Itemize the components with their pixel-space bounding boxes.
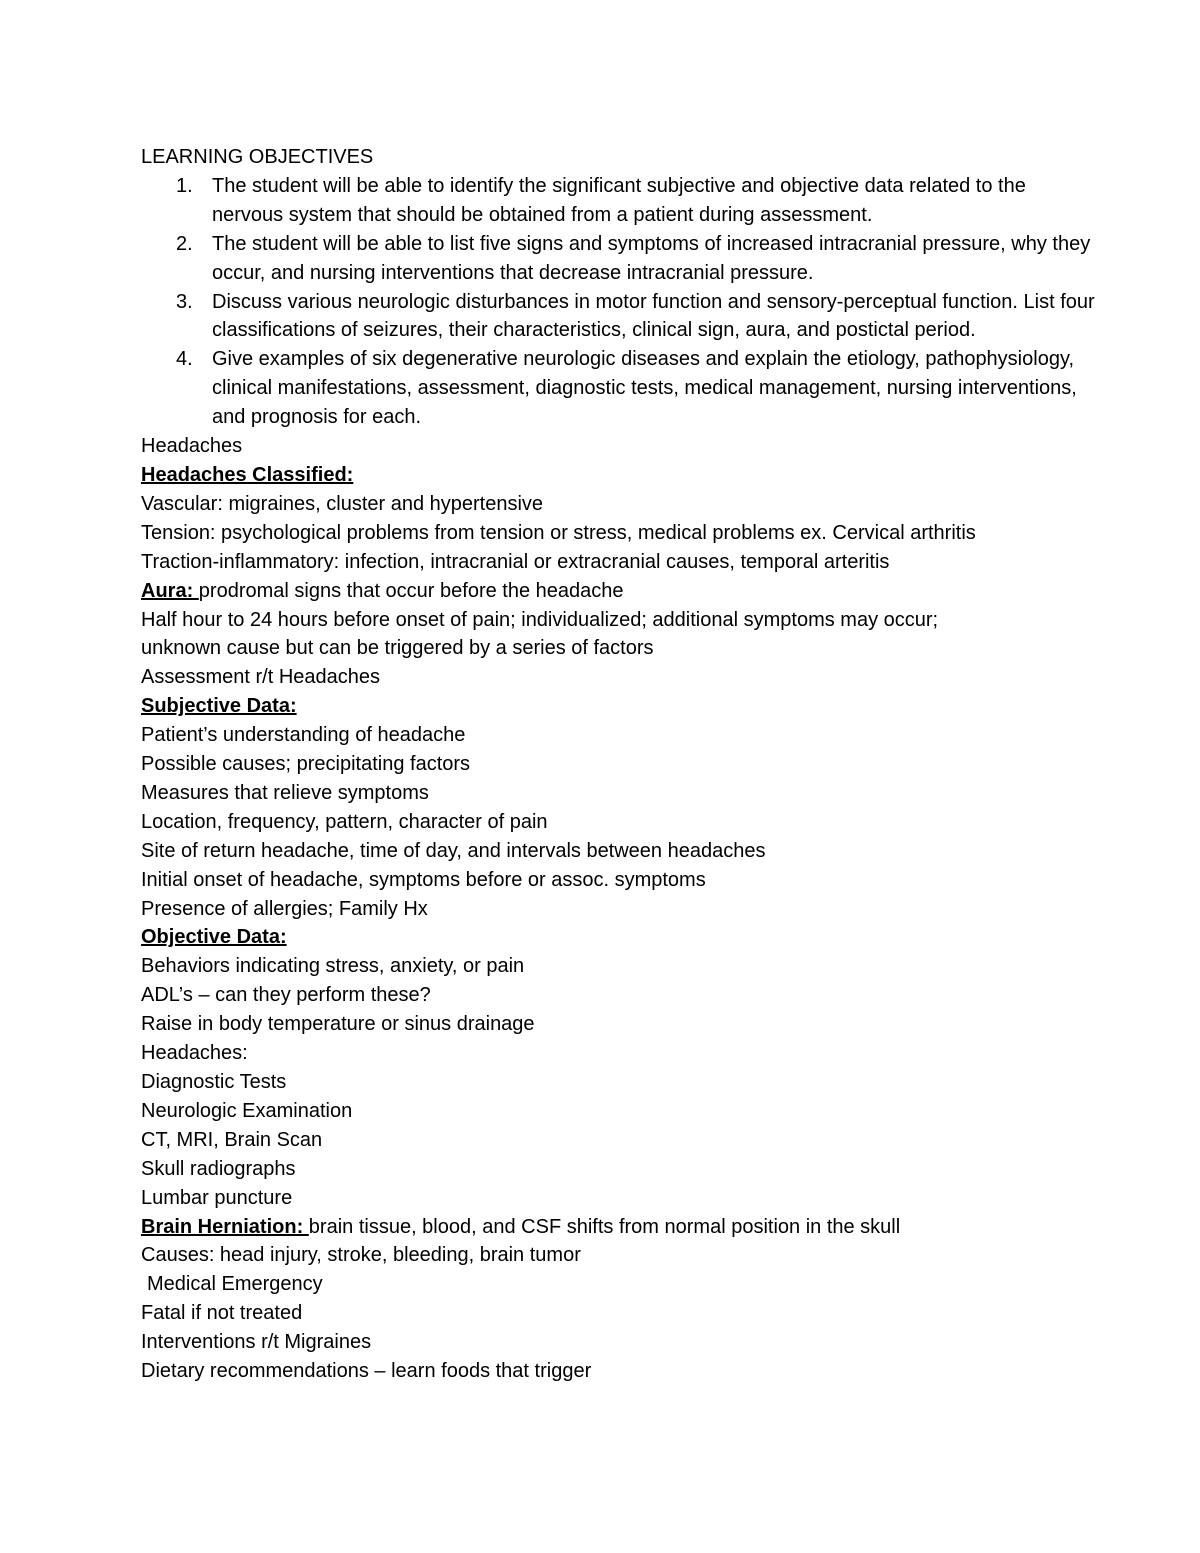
aura-text: prodromal signs that occur before the headache bbox=[198, 579, 624, 602]
brain-herniation-line bbox=[141, 1213, 1101, 1242]
aura-detail-line: unknown cause but can be triggered by a series of factors bbox=[141, 637, 654, 660]
brain-herniation-text: brain tissue, blood, and CSF shifts from normal position in the skull bbox=[308, 1215, 901, 1238]
fatal-line: Fatal if not treated bbox=[141, 1302, 303, 1325]
headaches-classified-heading: Headaches Classified: bbox=[141, 463, 354, 486]
brain-herniation-label: Brain Herniation: bbox=[141, 1215, 309, 1238]
objective-number: 4. bbox=[176, 348, 193, 371]
objective-data-item: Behaviors indicating stress, anxiety, or pain bbox=[141, 955, 525, 978]
medical-emergency-line: Medical Emergency bbox=[147, 1273, 323, 1296]
interventions-heading: Interventions r/t Migraines bbox=[141, 1331, 372, 1354]
aura-detail-line: Half hour to 24 hours before onset of pain; individualized; additional symptoms may occur; bbox=[141, 608, 939, 631]
subjective-item: Possible causes; precipitating factors bbox=[141, 753, 471, 776]
tension-line: Tension: psychological problems from tension or stress, medical problems ex. Cervical arthritis bbox=[141, 521, 976, 544]
objective-data-item: Headaches: bbox=[141, 1042, 248, 1065]
objective-item bbox=[141, 230, 1101, 288]
objective-text: Give examples of six degenerative neurologic diseases and explain the etiology, pathophysiology, clinical manifestations, assessment, diagnostic tests, medical management, nursing interventions, and prognosis for each. bbox=[212, 348, 1077, 429]
aura-label: Aura: bbox=[141, 579, 199, 602]
objective-data-item: CT, MRI, Brain Scan bbox=[141, 1128, 323, 1151]
subjective-item: Site of return headache, time of day, and intervals between headaches bbox=[141, 839, 766, 862]
vascular-line: Vascular: migraines, cluster and hypertensive bbox=[141, 492, 544, 515]
subjective-item: Presence of allergies; Family Hx bbox=[141, 897, 428, 920]
subjective-item: Measures that relieve symptoms bbox=[141, 781, 429, 804]
objective-number: 2. bbox=[176, 232, 193, 255]
objective-data-item: Diagnostic Tests bbox=[141, 1071, 287, 1093]
objective-data-item: Neurologic Examination bbox=[141, 1099, 353, 1122]
objective-data-item: Raise in body temperature or sinus drainage bbox=[141, 1013, 535, 1036]
objective-item bbox=[141, 345, 1101, 432]
objective-item bbox=[141, 172, 1101, 230]
learning-objectives-list bbox=[141, 172, 1101, 432]
aura-line bbox=[141, 577, 1101, 606]
objective-number: 1. bbox=[176, 174, 193, 197]
document-page bbox=[141, 143, 1101, 1386]
objective-data-item: Skull radiographs bbox=[141, 1157, 296, 1180]
objective-text: The student will be able to identify the significant subjective and objective data related to the nervous system that should be obtained from a patient during assessment. bbox=[212, 174, 1026, 226]
objective-data-item: ADL’s – can they perform these? bbox=[141, 984, 431, 1007]
document-title: LEARNING OBJECTIVES bbox=[141, 146, 374, 168]
dietary-line: Dietary recommendations – learn foods that trigger bbox=[141, 1360, 592, 1383]
traction-line: Traction-inflammatory: infection, intracranial or extracranial causes, temporal arteritis bbox=[141, 550, 890, 573]
objective-data-item: Lumbar puncture bbox=[141, 1186, 293, 1209]
assessment-heading: Assessment r/t Headaches bbox=[141, 666, 380, 689]
objective-text: The student will be able to list five signs and symptoms of increased intracranial pressure, why they occur, and nursing interventions that decrease intracranial pressure. bbox=[212, 232, 1091, 284]
objective-data-heading: Objective Data: bbox=[141, 926, 287, 949]
subjective-data-heading: Subjective Data: bbox=[141, 695, 297, 718]
subjective-item: Initial onset of headache, symptoms before or assoc. symptoms bbox=[141, 868, 706, 891]
objective-text: Discuss various neurologic disturbances in motor function and sensory-perceptual function. List four classifications of seizures, their characteristics, clinical sign, aura, and postictal period. bbox=[212, 290, 1095, 342]
subjective-item: Location, frequency, pattern, character of pain bbox=[141, 810, 548, 833]
causes-line: Causes: head injury, stroke, bleeding, brain tumor bbox=[141, 1244, 581, 1267]
objective-item bbox=[141, 288, 1101, 346]
headaches-heading: Headaches bbox=[141, 435, 243, 458]
objective-number: 3. bbox=[176, 290, 193, 313]
subjective-item: Patient’s understanding of headache bbox=[141, 724, 466, 747]
